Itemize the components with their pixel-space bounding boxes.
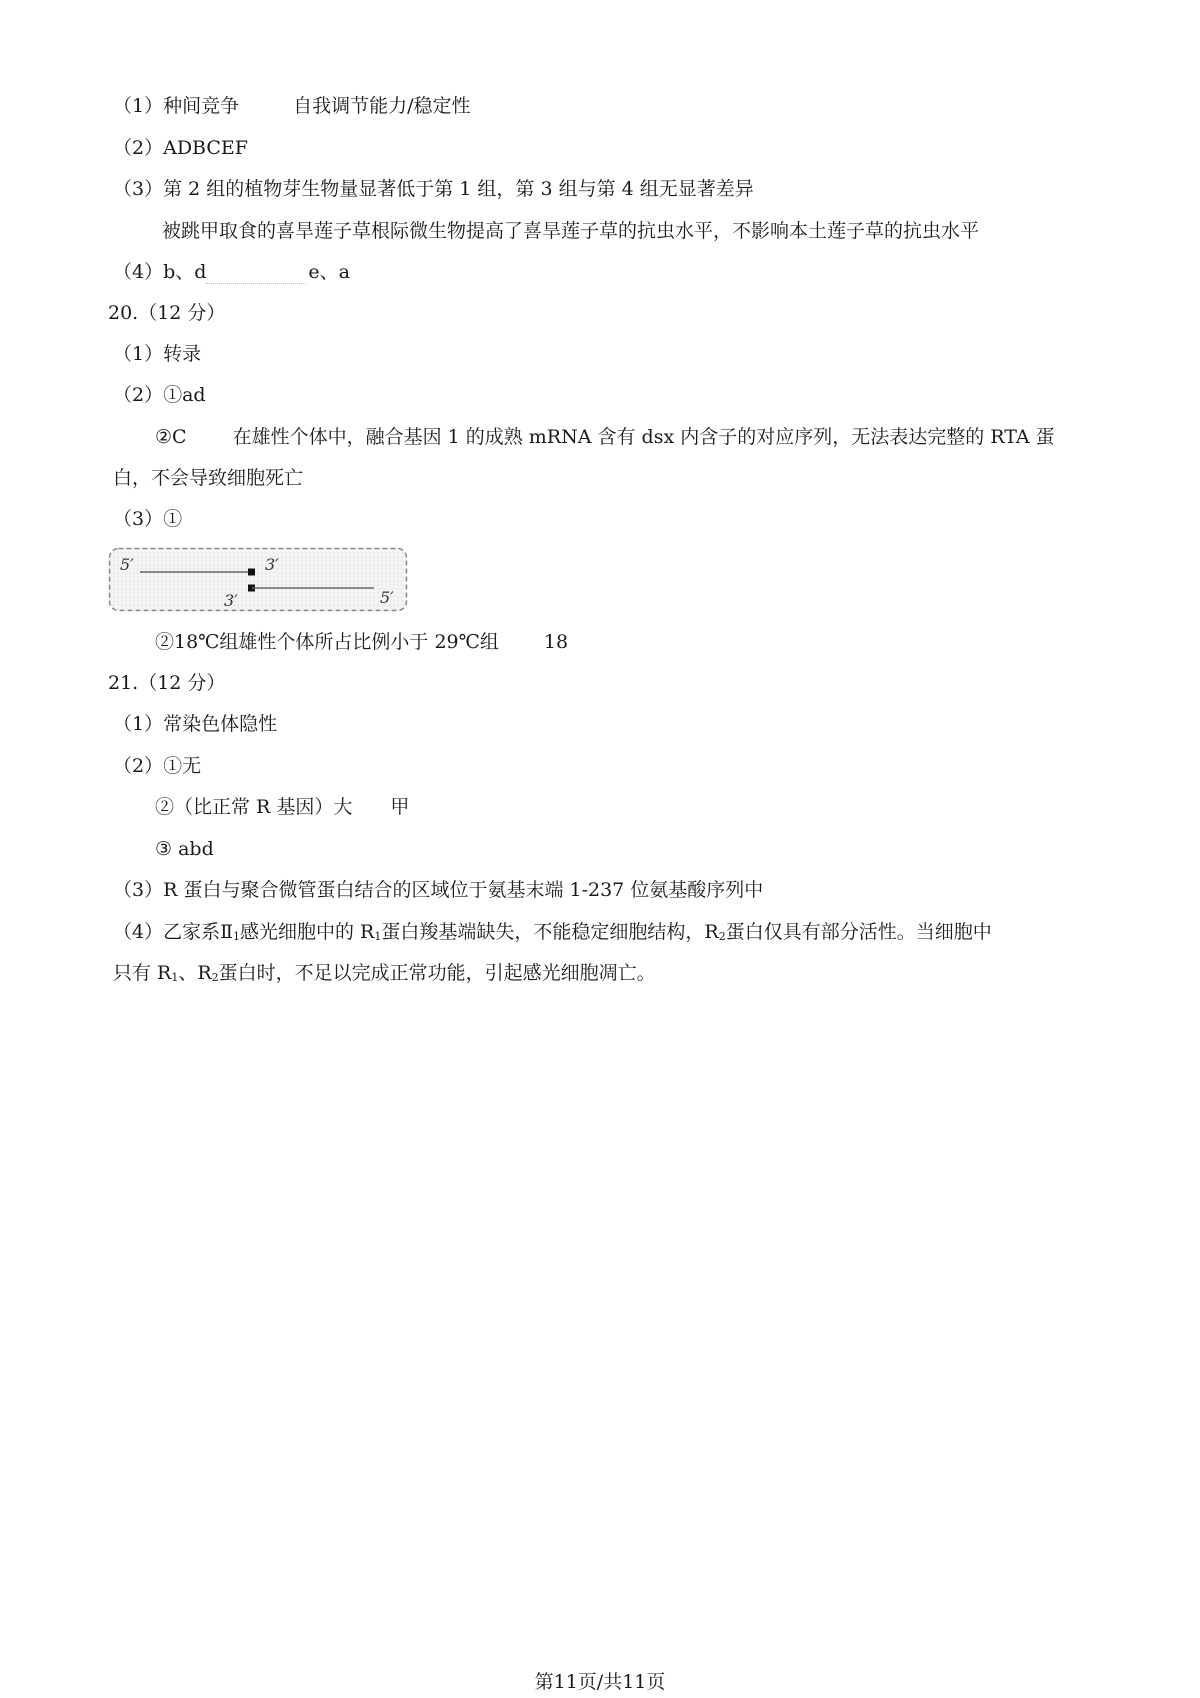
q19-p1-answer-a: 种间竞争 [163,95,240,117]
dna-strand-diagram [108,547,408,612]
q21-part3: （3）R 蛋白与聚合微管蛋白结合的区域位于氨基末端 1-237 位氨基酸序列中 [113,879,764,901]
q21-p1-answer: 常染色体隐性 [163,713,278,735]
q20-p3-answer-c: 18 [543,631,569,653]
q19-p4-answer-b: e、a [308,261,350,283]
q21-part4-line2: 只有 R1、R2蛋白时，不足以完成正常功能，引起感光细胞凋亡。 [113,962,656,984]
q20-part2: （2）①ad [113,384,206,406]
q19-p3-answer-a: 第 2 组的植物芽生物量显著低于第 1 组，第 3 组与第 4 组无显著差异 [163,178,754,200]
q20-header: 20.（12 分） [108,302,226,324]
q21-p2-answer-b: ②（比正常 R 基因）大 [155,796,353,818]
diagram-label-bottom-right: 5′ [380,588,394,607]
q20-part3-b [155,630,568,654]
q20-p1-answer: 转录 [163,343,202,365]
q19-part3-answer-b: 被跳甲取食的喜旱莲子草根际微生物提高了喜旱莲子草的抗虫水平，不影响本土莲子草的抗虫水平 [162,220,980,242]
q20-part2-b [155,425,1055,449]
diagram-label-top-left: 5′ [120,555,134,574]
q21-p2-answer-b2: 甲 [390,796,410,818]
q19-p4-answer-a: b、d [163,261,207,283]
diagram-dashed-box [110,549,407,611]
page-number-footer: 第11页/共11页 [534,1671,666,1693]
q19-part2: （2）ADBCEF [113,137,248,159]
q21-part2-b [155,795,409,819]
diagram-label-top-right: 3′ [265,555,279,574]
q19-part4: （4）b、d e、a [113,261,350,283]
q19-p2-answer: ADBCEF [163,137,248,159]
q20-p2-mark: ②C [155,426,187,448]
q19-part3: （3）第 2 组的植物芽生物量显著低于第 1 组，第 3 组与第 4 组无显著差异 [113,178,754,200]
q20-p2-answer-a: ①ad [163,384,206,406]
diagram-label-bottom-left: 3′ [224,591,238,610]
q20-part2-b-line2: 白，不会导致细胞死亡 [113,467,304,489]
q19-part1: （1）种间竞争 自我调节能力/稳定性 [113,95,471,117]
q20-p3-answer-a: ① [163,508,183,530]
q21-p3-answer: R 蛋白与聚合微管蛋白结合的区域位于氨基末端 1-237 位氨基酸序列中 [163,879,764,901]
q19-p1-answer-b: 自我调节能力/稳定性 [293,95,471,117]
q20-part3: （3）① [113,508,183,530]
strand-top-end-marker [248,569,255,576]
q21-part2-c: ③ abd [155,838,214,860]
q21-header: 21.（12 分） [108,672,226,694]
q20-p3-answer-b: ②18℃组雄性个体所占比例小于 29℃组 [155,631,499,653]
q21-part1: （1）常染色体隐性 [113,713,278,735]
dotted-separator [206,265,306,284]
q21-part2: （2）①无 [113,755,202,777]
q20-part1: （1）转录 [113,343,202,365]
q21-p2-answer-a: ①无 [163,755,202,777]
q21-part4-line1: （4）乙家系Ⅱ1感光细胞中的 R1蛋白羧基端缺失，不能稳定细胞结构，R2蛋白仅具有部分活性。当细胞中 [113,921,992,943]
q20-p2-answer-b-line1: 在雄性个体中，融合基因 1 的成熟 mRNA 含有 dsx 内含子的对应序列，无法表达完整的 RTA 蛋 [232,426,1055,448]
